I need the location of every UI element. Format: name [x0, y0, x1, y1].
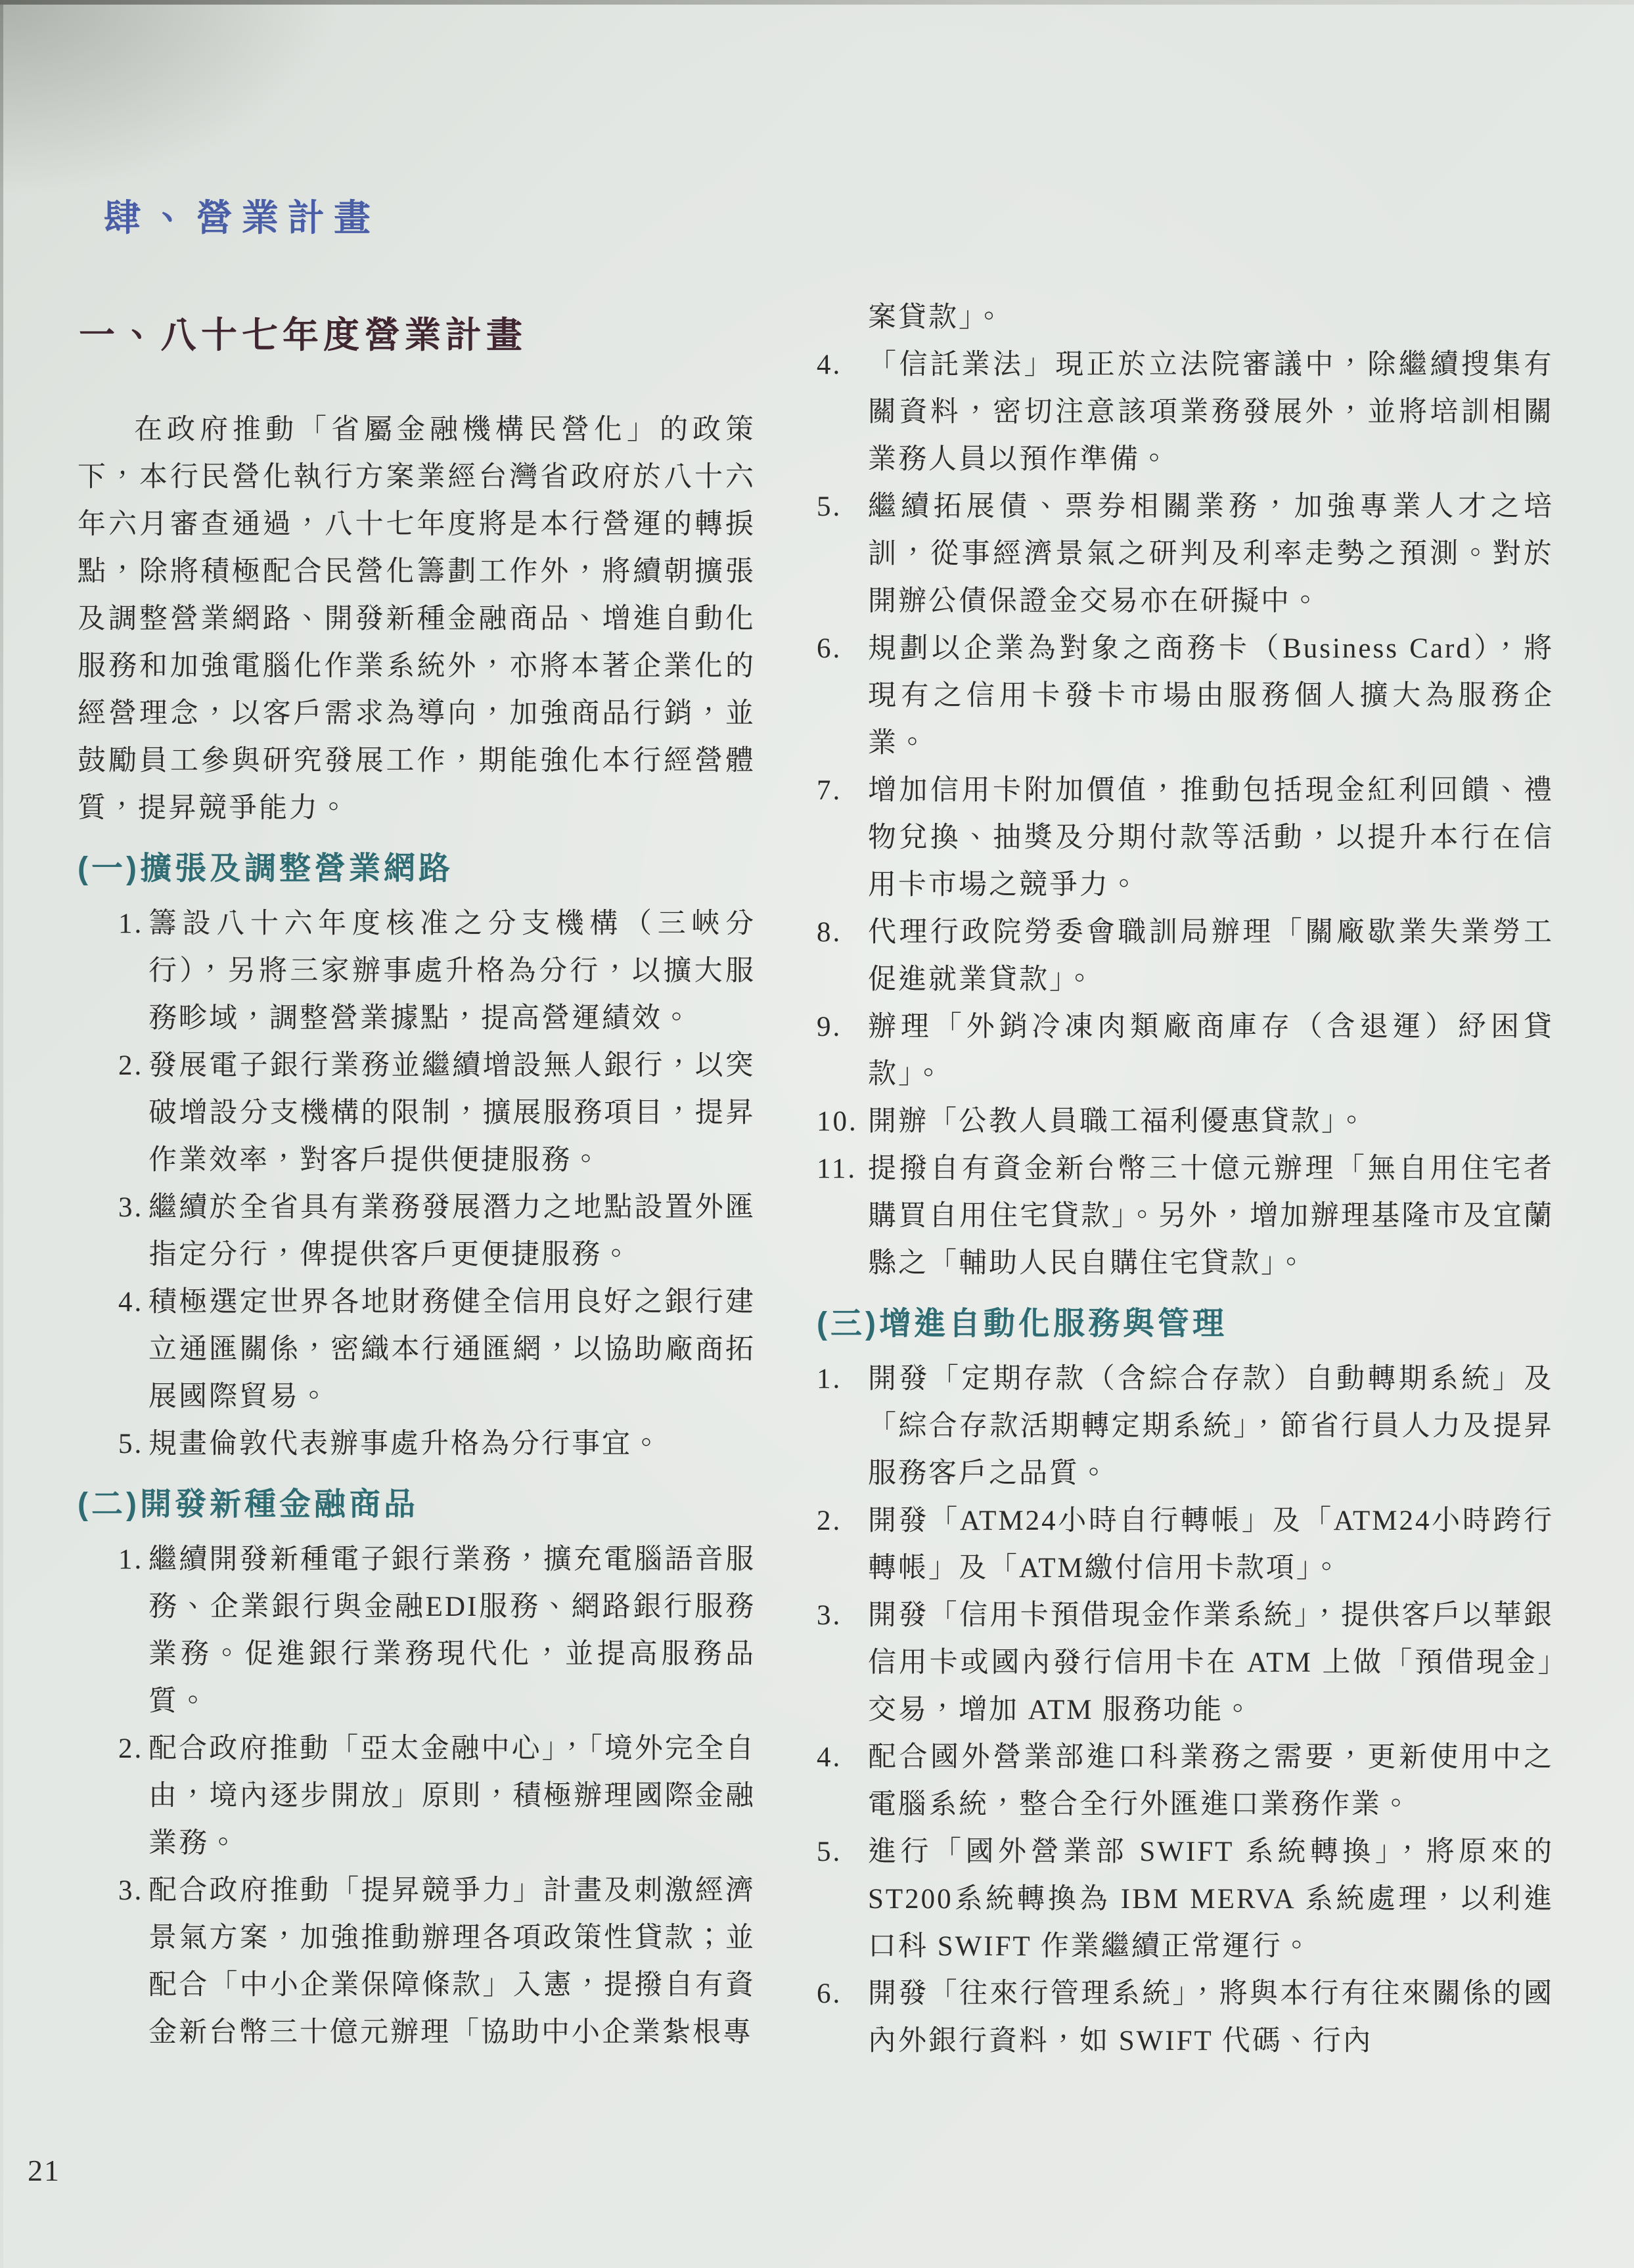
- item-text: 提撥自有資金新台幣三十億元辦理「無自用住宅者購買自用住宅貸款」。另外，增加辦理基隆市及宜蘭縣之「輔助人民自購住宅貸款」。: [868, 1153, 1554, 1279]
- item-text: 積極選定世界各地財務健全信用良好之銀行建立通匯關係，密織本行通匯網，以協助廠商拓展國際貿易。: [148, 1287, 756, 1412]
- list-item: [817, 1145, 1554, 1287]
- item-number: 1.: [118, 908, 144, 939]
- item-text: 規畫倫敦代表辦事處升格為分行事宜。: [148, 1429, 662, 1459]
- subsection-heading: (一)擴張及調整營業網路: [78, 851, 453, 886]
- item-text: 籌設八十六年度核准之分支機構（三峽分行），另將三家辦事處升格為分行，以擴大服務畛域，調整營業據點，提高營運績效。: [148, 908, 756, 1034]
- item-number: 5.: [817, 491, 842, 522]
- item-number: 1.: [118, 1544, 144, 1575]
- list-item: [817, 1592, 1554, 1734]
- item-text: 繼續拓展債、票券相關業務，加強專業人才之培訓，從事經濟景氣之研判及利率走勢之預測。對於開辦公債保證金交易亦在研擬中。: [868, 491, 1554, 617]
- item-number: 4.: [817, 349, 842, 380]
- item-text: 增加信用卡附加價值，推動包括現金紅利回饋、禮物兌換、抽獎及分期付款等活動，以提升本行在信用卡市場之競爭力。: [868, 775, 1554, 901]
- list-item: [78, 1184, 756, 1279]
- list-item: [78, 1421, 756, 1468]
- item-number: 6.: [817, 1978, 842, 2009]
- item-number: 11.: [817, 1153, 857, 1184]
- list-item: [817, 1734, 1554, 1829]
- list-item: [78, 1279, 756, 1421]
- item-number: 4.: [118, 1287, 144, 1318]
- list-item: [817, 1356, 1554, 1498]
- item-number: 7.: [817, 775, 842, 806]
- list-item: [78, 1536, 756, 1725]
- item-number: 2.: [118, 1733, 144, 1764]
- item-text: 規劃以企業為對象之商務卡（Business Card），將現有之信用卡發卡市場由服務個人擴大為服務企業。: [868, 633, 1554, 759]
- item-number: 6.: [817, 633, 842, 664]
- item-text: 開發「往來行管理系統」，將與本行有往來關係的國內外銀行資料，如 SWIFT 代碼、行內: [868, 1978, 1554, 2057]
- item-number: 4.: [817, 1742, 842, 1773]
- item-text: 發展電子銀行業務並繼續增設無人銀行，以突破增設分支機構的限制，擴展服務項目，提昇作業效率，對客戶提供便捷服務。: [148, 1050, 756, 1176]
- right-column-blocks: [817, 294, 1554, 2065]
- item-number: 10.: [817, 1106, 858, 1137]
- corner-shadow: [0, 0, 342, 197]
- item-text: 繼續開發新種電子銀行業務，擴充電腦語音服務、企業銀行與金融EDI服務、網路銀行服務業務。促進銀行業務現代化，並提高服務品質。: [148, 1544, 756, 1717]
- left-column-blocks: [78, 845, 756, 2057]
- subsection-heading: (三)增進自動化服務與管理: [817, 1306, 1227, 1341]
- photo-left-edge: [0, 0, 3, 2268]
- list-item: [817, 1498, 1554, 1592]
- item-number: 5.: [817, 1836, 842, 1867]
- item-text: 開辦「公教人員職工福利優惠貸款」。: [868, 1106, 1368, 1137]
- item-number: 3.: [118, 1192, 144, 1223]
- item-number: 3.: [118, 1875, 144, 1906]
- item-number: 2.: [118, 1050, 144, 1081]
- item-number: 3.: [817, 1600, 842, 1631]
- list-item: [817, 767, 1554, 909]
- list-item: [817, 1829, 1554, 1970]
- left-column: [78, 312, 756, 2057]
- list-item: [817, 1970, 1554, 2065]
- item-text: 進行「國外營業部 SWIFT 系統轉換」，將原來的ST200系統轉換為 IBM MERVA 系統處理，以利進口科 SWIFT 作業繼續正常運行。: [868, 1836, 1554, 1962]
- item-text: 案貸款」。: [868, 302, 1005, 333]
- item-number: 8.: [817, 917, 842, 948]
- subsection-heading: (二)開發新種金融商品: [78, 1487, 419, 1522]
- item-text: 配合國外營業部進口科業務之需要，更新使用中之電腦系統，整合全行外匯進口業務作業。: [868, 1742, 1554, 1820]
- intro-paragraph: 在政府推動「省屬金融機構民營化」的政策下，本行民營化執行方案業經台灣省政府於八十六年六月審查通過，八十七年度將是本行營運的轉捩點，除將積極配合民營化籌劃工作外，將續朝擴張及調整營業網路、開發新種金融商品、增進自動化服務和加強電腦化作業系統外，亦將本著企業化的經營理念，以客戶需求為導向，加強商品行銷，並鼓勵員工參與研究發展工作，期能強化本行經營體質，提昇競爭能力。: [78, 414, 756, 824]
- item-text: 「信託業法」現正於立法院審議中，除繼續搜集有關資料，密切注意該項業務發展外，並將培訓相關業務人員以預作準備。: [868, 349, 1554, 475]
- item-number: 9.: [817, 1012, 842, 1042]
- list-item: [817, 625, 1554, 767]
- item-text: 開發「ATM24小時自行轉帳」及「ATM24小時跨行轉帳」及「ATM繳付信用卡款項」。: [868, 1505, 1554, 1584]
- item-text: 開發「信用卡預借現金作業系統」，提供客戶以華銀信用卡或國內發行信用卡在 ATM 上做「預借現金」交易，增加 ATM 服務功能。: [868, 1600, 1554, 1725]
- list-item: [817, 909, 1554, 1004]
- list-item: [817, 342, 1554, 483]
- item-text: 繼續於全省具有業務發展潛力之地點設置外匯指定分行，俾提供客戶更便捷服務。: [148, 1192, 756, 1270]
- item-text: 辦理「外銷冷凍肉類廠商庫存（含退運）紓困貸款」。: [868, 1012, 1554, 1090]
- chapter-title: 肆、營業計畫: [104, 197, 380, 238]
- item-text: 開發「定期存款（含綜合存款）自動轉期系統」及「綜合存款活期轉定期系統」，節省行員人力及提昇服務客戶之品質。: [868, 1364, 1554, 1489]
- section-title: 一、八十七年度營業計畫: [79, 315, 528, 355]
- right-column: [817, 294, 1554, 2065]
- list-item: [817, 1004, 1554, 1098]
- item-number: 2.: [817, 1505, 842, 1536]
- list-item: [78, 1042, 756, 1184]
- item-text: 代理行政院勞委會職訓局辦理「關廠歇業失業勞工促進就業貸款」。: [868, 917, 1554, 995]
- page-number: 21: [28, 2154, 60, 2187]
- item-number: 5.: [118, 1429, 144, 1459]
- list-item: [817, 483, 1554, 625]
- continuation-text: [817, 294, 1554, 342]
- list-item: [78, 901, 756, 1042]
- list-item: [817, 1098, 1554, 1145]
- item-text: 配合政府推動「亞太金融中心」，「境外完全自由，境內逐步開放」原則，積極辦理國際金融業務。: [148, 1733, 756, 1859]
- list-item: [78, 1867, 756, 2057]
- list-item: [78, 1725, 756, 1867]
- item-number: 1.: [817, 1364, 842, 1394]
- item-text: 配合政府推動「提昇競爭力」計畫及刺激經濟景氣方案，加強推動辦理各項政策性貸款；並配合「中小企業保障條款」入憲，提撥自有資金新台幣三十億元辦理「協助中小企業紮根專: [148, 1875, 756, 2048]
